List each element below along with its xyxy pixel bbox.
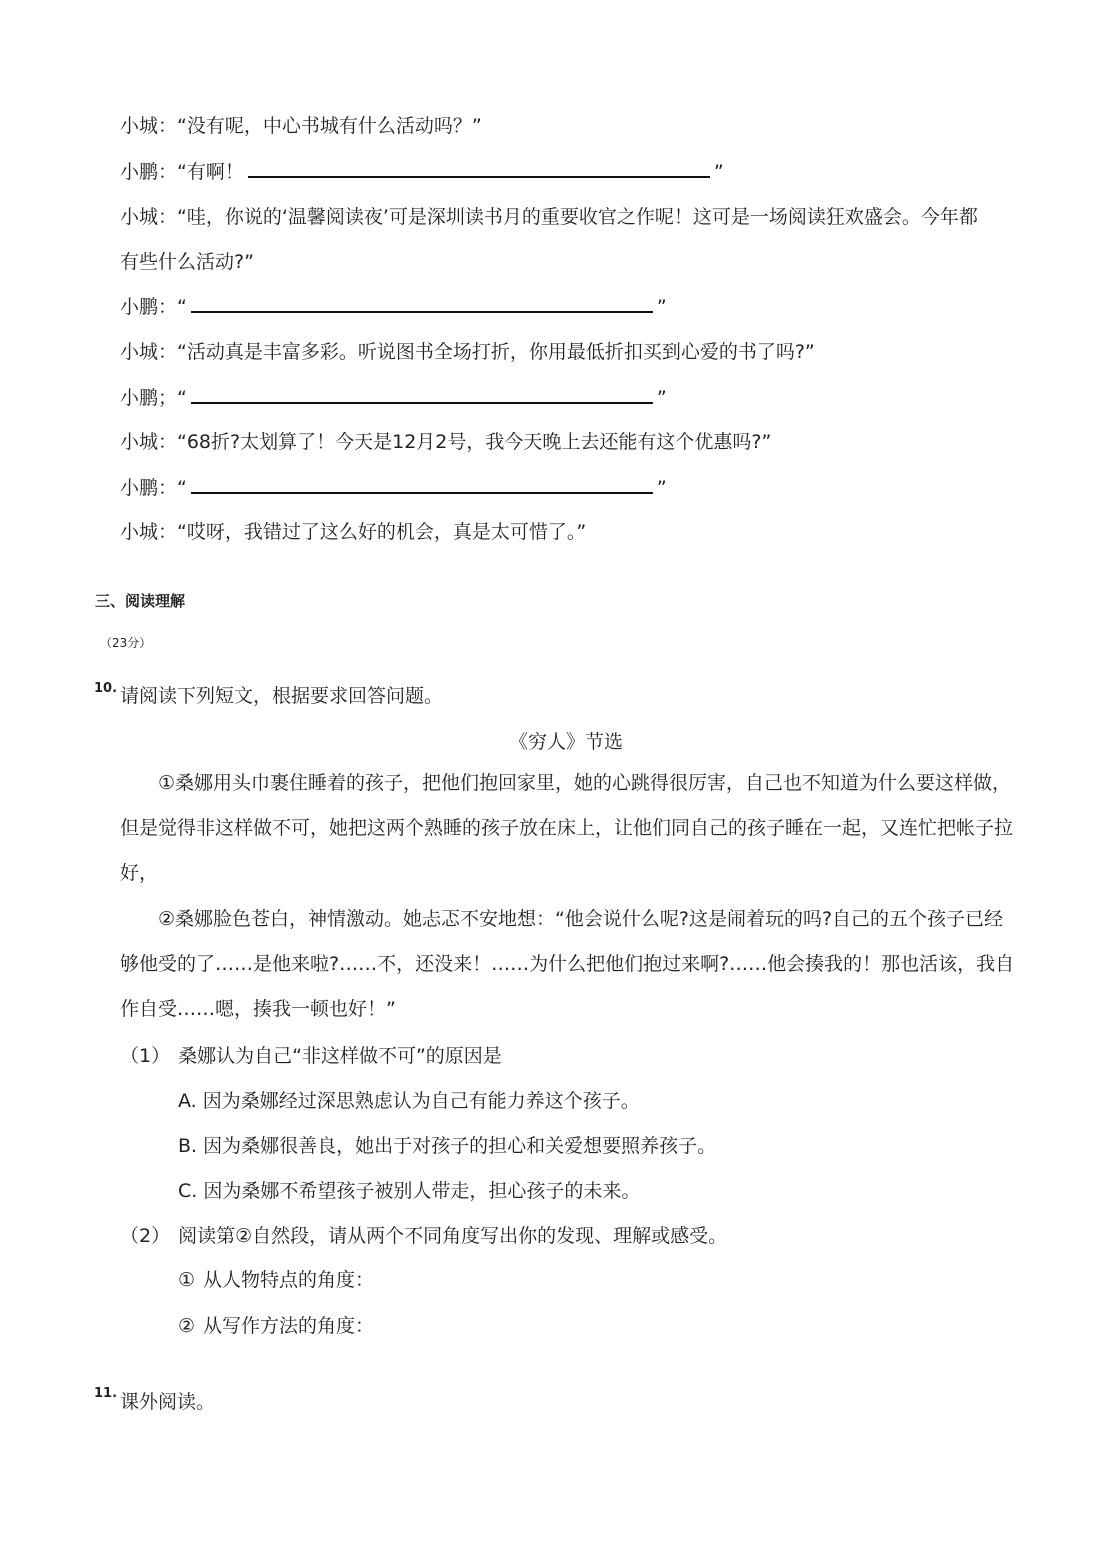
question-number-11: 11. (94, 1386, 118, 1401)
dialogue-speaker-text: 小鹏：“有啊！ (120, 161, 244, 183)
answer-item-label: 从人物特点的角度： (203, 1269, 375, 1291)
passage-title: 《穷人》节选 (508, 731, 623, 753)
subquestion-text: 阅读第②自然段，请从两个不同角度写出你的发现、理解或感受。 (178, 1225, 728, 1247)
dialogue-line-8 (120, 474, 667, 501)
dialogue-line-9: 小城：“哎呀，我错过了这么好的机会，真是太可惜了。” (120, 521, 587, 543)
dialogue-speaker-text: 小鹏：“ (120, 477, 187, 499)
dialogue-close-quote: ” (656, 387, 667, 409)
dialogue-line-3b: 有些什么活动?” (120, 251, 254, 273)
answer-item-2 (178, 1313, 374, 1339)
subquestion-1 (120, 1043, 502, 1069)
answer-blank-3[interactable] (191, 384, 653, 404)
section-score: （23分） (100, 636, 152, 650)
answer-blank-4[interactable] (191, 474, 653, 494)
section-heading: 三、阅读理解 (95, 592, 186, 610)
dialogue-line-7: 小城：“68折?太划算了！今天是12月2号，我今天晚上去还能有这个优惠吗?” (120, 431, 772, 453)
question-prompt-11: 课外阅读。 (120, 1391, 216, 1413)
option-c[interactable]: C. 因为桑娜不希望孩子被别人带走，担心孩子的未来。 (178, 1180, 641, 1202)
dialogue-line-6 (120, 384, 667, 411)
passage-paragraph-2: ②桑娜脸色苍白，神情激动。她忐忑不安地想：“他会说什么呢?这是闹着玩的吗?自己的五个孩子已经够他受的了……是他来啦?……不，还没来！……为什么把他们抱过来啊?……他会揍我的！那也活该，我自作自受……嗯，揍我一顿也好！” (120, 908, 1015, 1020)
circled-number: ② (178, 1315, 196, 1337)
dialogue-speaker-text: 小鹏：“ (120, 296, 187, 318)
circled-number: ① (178, 1269, 196, 1291)
question-prompt-10: 请阅读下列短文，根据要求回答问题。 (120, 685, 444, 707)
option-b[interactable]: B. 因为桑娜很善良，她出于对孩子的担心和关爱想要照养孩子。 (178, 1135, 717, 1157)
dialogue-close-quote: ” (713, 161, 724, 183)
option-a[interactable]: A. 因为桑娜经过深思熟虑认为自己有能力养这个孩子。 (178, 1090, 640, 1112)
dialogue-line-4 (120, 293, 667, 320)
dialogue-line-5: 小城：“活动真是丰富多彩。听说图书全场打折，你用最低折扣买到心爱的书了吗?” (120, 341, 815, 363)
passage-paragraph-1: ①桑娜用头巾裹住睡着的孩子，把他们抱回家里，她的心跳得很厉害，自己也不知道为什么要这样做，但是觉得非这样做不可，她把这两个熟睡的孩子放在床上，让他们同自己的孩子睡在一起，又连忙把帐子拉好， (120, 772, 1014, 884)
answer-item-1 (178, 1267, 374, 1293)
answer-blank-2[interactable] (191, 293, 653, 313)
subquestion-text: 桑娜认为自己“非这样做不可”的原因是 (178, 1045, 502, 1067)
dialogue-line-3a: 小城：“哇，你说的‘温馨阅读夜’可是深圳读书月的重要收官之作呢！这可是一场阅读狂欢盛会。今年都 (120, 206, 978, 228)
dialogue-line-1: 小城：“没有呢，中心书城有什么活动吗？” (120, 115, 482, 137)
answer-item-label: 从写作方法的角度： (203, 1315, 375, 1337)
dialogue-line-2 (120, 158, 724, 185)
answer-blank-1[interactable] (248, 158, 710, 178)
dialogue-speaker-text: 小鹏；“ (120, 387, 187, 409)
subquestion-2 (120, 1223, 727, 1249)
subquestion-label: （1） (120, 1045, 171, 1067)
dialogue-close-quote: ” (656, 296, 667, 318)
dialogue-close-quote: ” (656, 477, 667, 499)
subquestion-label: （2） (120, 1225, 171, 1247)
question-number-10: 10. (94, 681, 118, 696)
